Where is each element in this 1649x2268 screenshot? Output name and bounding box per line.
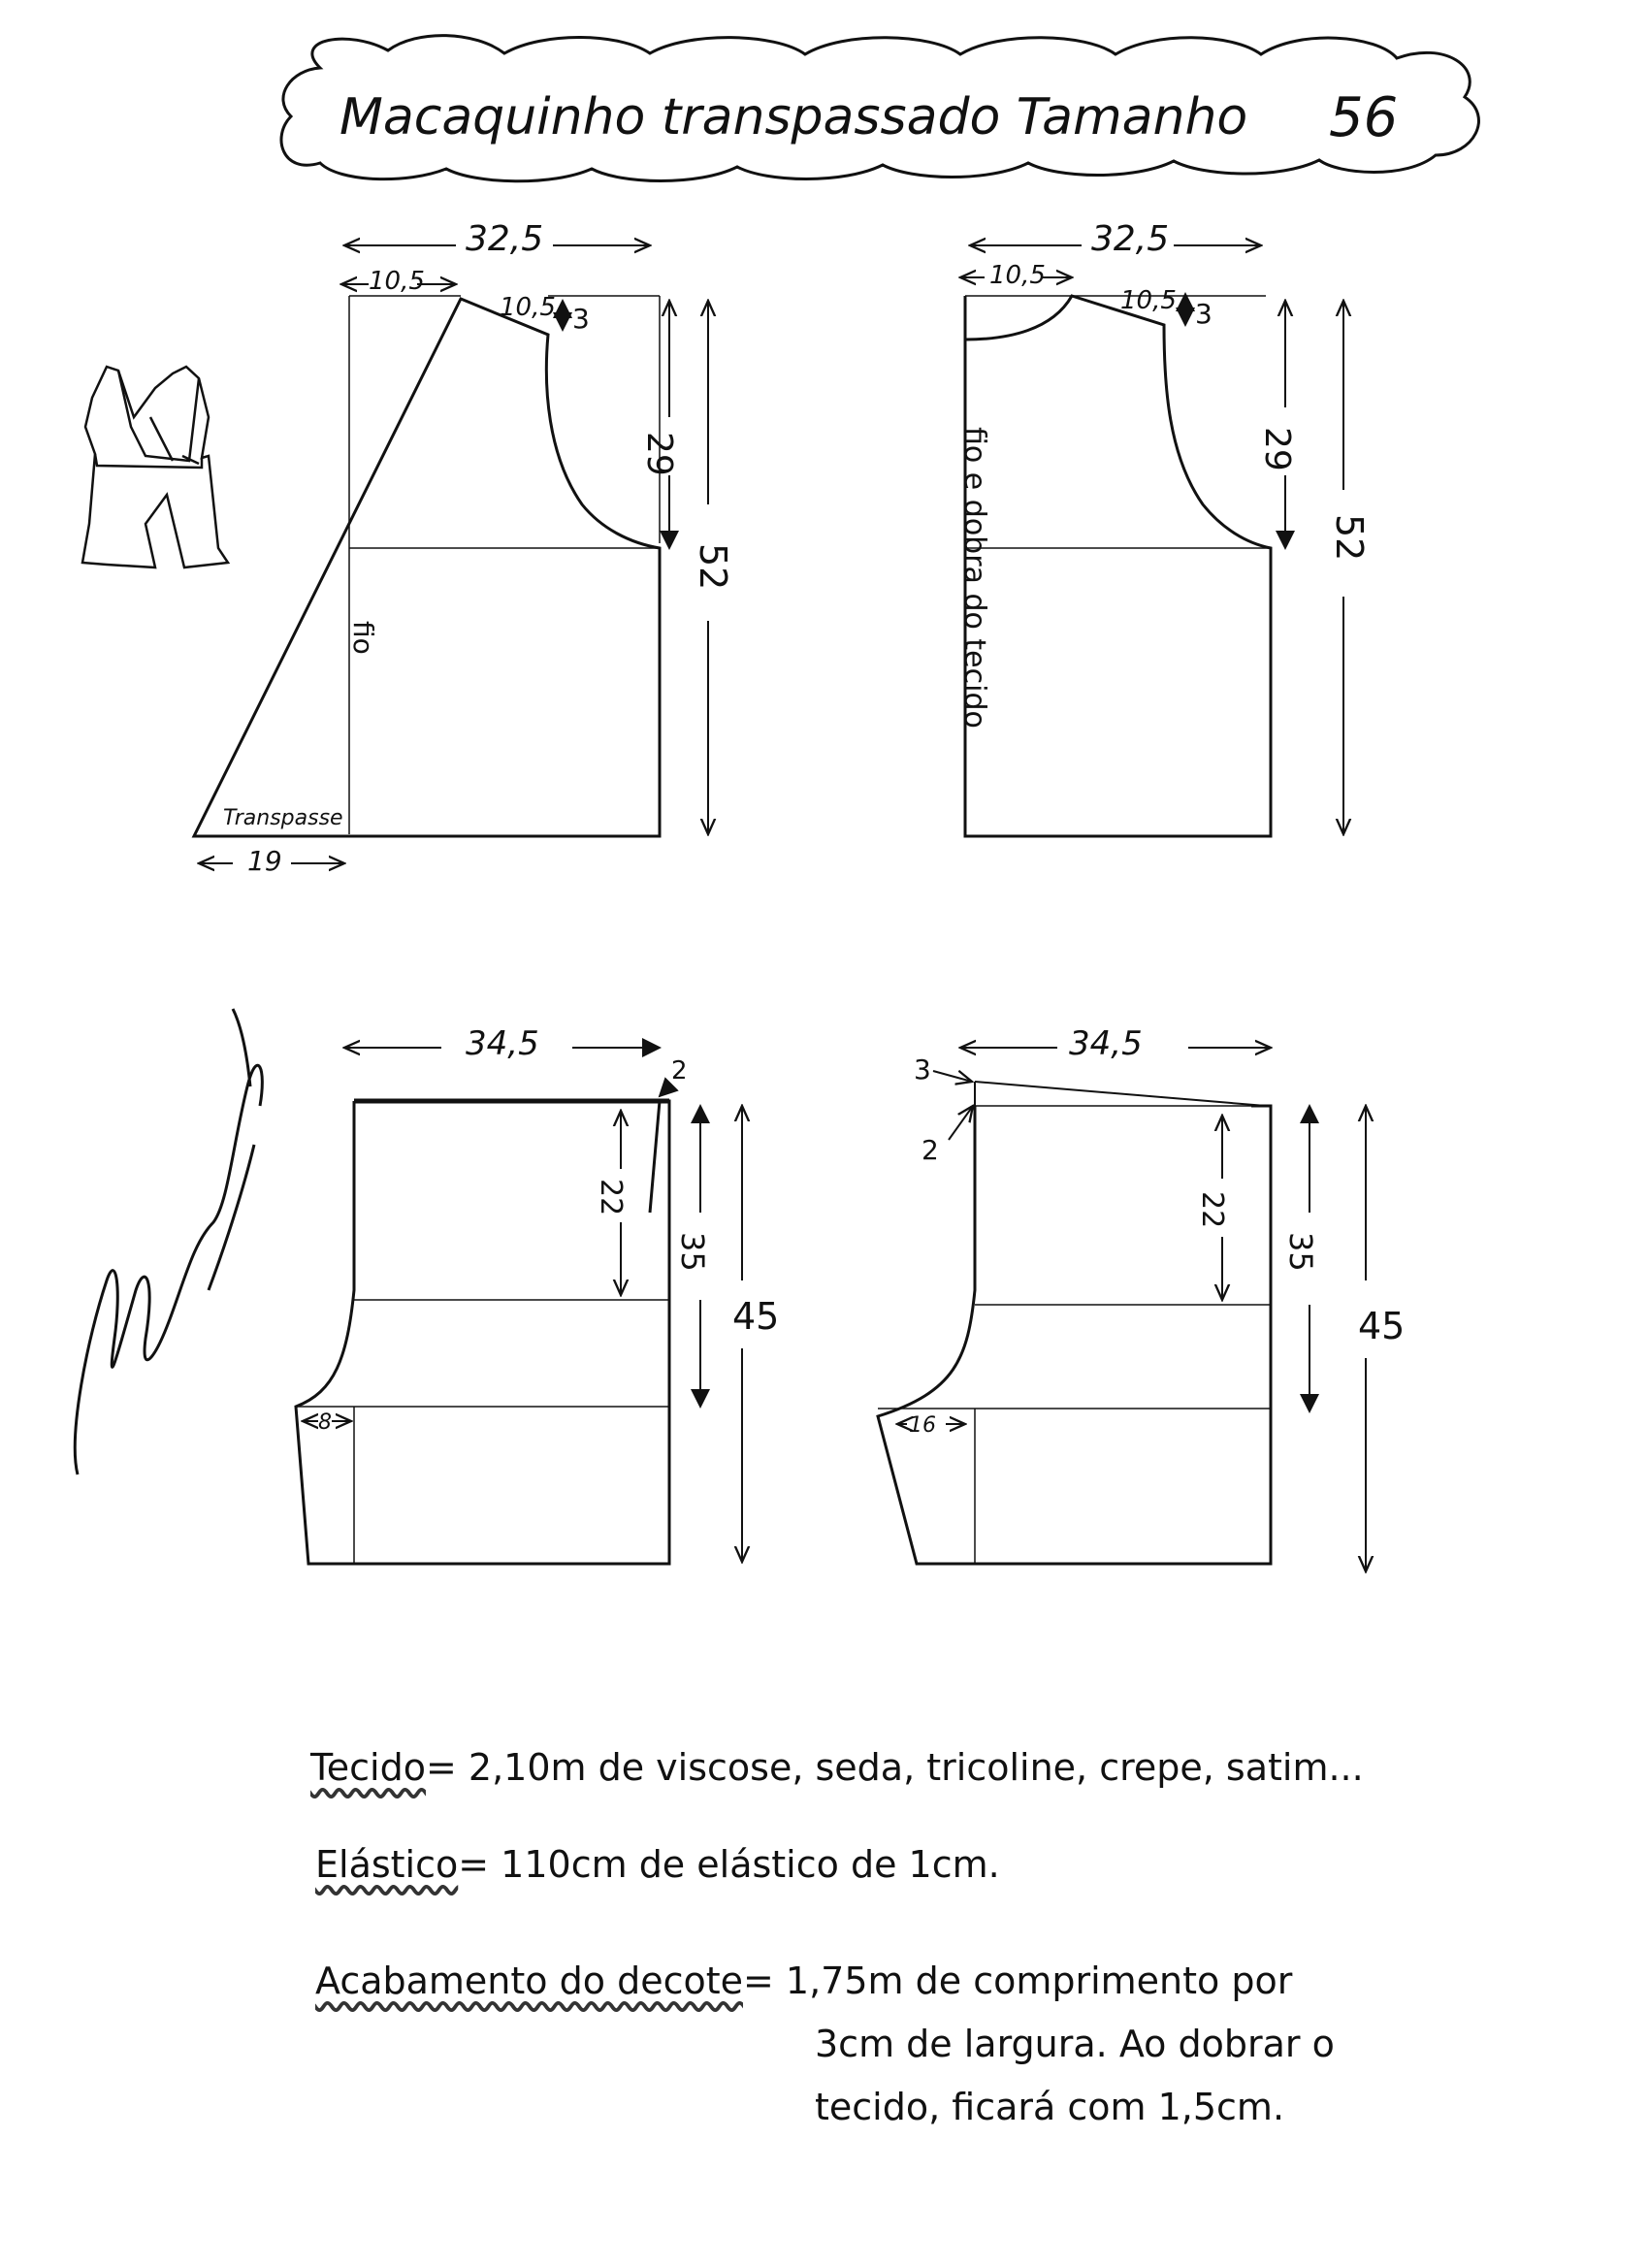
jumpsuit-sketch [82,367,228,567]
shorts-back-in-label: 2 [922,1134,939,1166]
shorts-back-raise-label: 3 [914,1053,931,1085]
neck-finish-text-3: tecido, ficará com 1,5cm. [815,2086,1285,2128]
bodice-back-pattern [957,219,1371,836]
shorts-back-width-label: 34,5 [1069,1024,1143,1063]
neck-finish-line-3 [815,2086,1284,2128]
elastic-label: Elástico [315,1843,459,1886]
neck-finish-label: Acabamento do decote [315,1960,743,2002]
fabric-note [310,1746,1364,1789]
shorts-front-length-label: 45 [732,1295,780,1338]
fabric-label: Tecido [310,1746,426,1789]
bodice-back-length-label: 52 [1328,514,1371,562]
elastic-text: = 110cm de elástico de 1cm. [458,1843,1000,1886]
shorts-front-hip-label: 22 [594,1179,628,1216]
shorts-back-crotch-label: 16 [909,1413,936,1438]
bodice-front-grain-label: fio [347,621,379,655]
shorts-back-length-label: 45 [1358,1305,1406,1347]
bodice-back-fold-label: fio e dobra do tecido [957,427,991,729]
shorts-front-width-label: 34,5 [466,1024,539,1063]
bodice-front-length-label: 52 [692,543,734,591]
bodice-front-shoulder-label: 10,5 [500,293,556,322]
bodice-front-wrap-extension-label: 19 [247,845,282,877]
bodice-front-armhole-label: 29 [639,432,679,476]
title-cloud [281,36,1478,181]
shorts-front-raise-label: 2 [671,1056,688,1085]
neck-finish-text-1: = 1,75m de comprimento por [743,1960,1293,2002]
bodice-front-wrap-label: Transpasse [223,806,343,830]
bodice-front-drop-label: 3 [572,303,590,335]
bodice-back-neck-label: 10,5 [989,261,1046,290]
bodice-back-drop-label: 3 [1195,298,1212,330]
bodice-front-width-label: 32,5 [466,219,544,259]
neck-finish-text-2: 3cm de largura. Ao dobrar o [815,2023,1335,2065]
shorts-back-crotch-depth-label: 35 [1282,1232,1319,1272]
neck-finish-line-2 [815,2023,1335,2065]
size-text: 56 [1329,86,1399,149]
neck-finish-note [315,1960,1292,2002]
title-text: Macaquinho transpassado Tamanho [340,88,1248,146]
shorts-front-crotch-label: 8 [318,1410,332,1435]
bodice-back-shoulder-label: 10,5 [1120,286,1177,315]
shorts-back-pattern [878,1024,1405,1571]
shorts-back-hip-label: 22 [1195,1191,1229,1229]
bodice-front-neck-label: 10,5 [369,267,425,296]
bodice-back-width-label: 32,5 [1091,219,1170,259]
elastic-note [315,1843,1000,1886]
signature [0,0,262,1474]
shorts-front-crotch-depth-label: 35 [674,1232,711,1272]
fabric-text: = 2,10m de viscose, seda, tricoline, crepe, satim... [425,1746,1364,1789]
bodice-front-pattern [194,219,734,877]
bodice-back-armhole-label: 29 [1257,427,1297,471]
shorts-front-pattern [296,1024,779,1564]
